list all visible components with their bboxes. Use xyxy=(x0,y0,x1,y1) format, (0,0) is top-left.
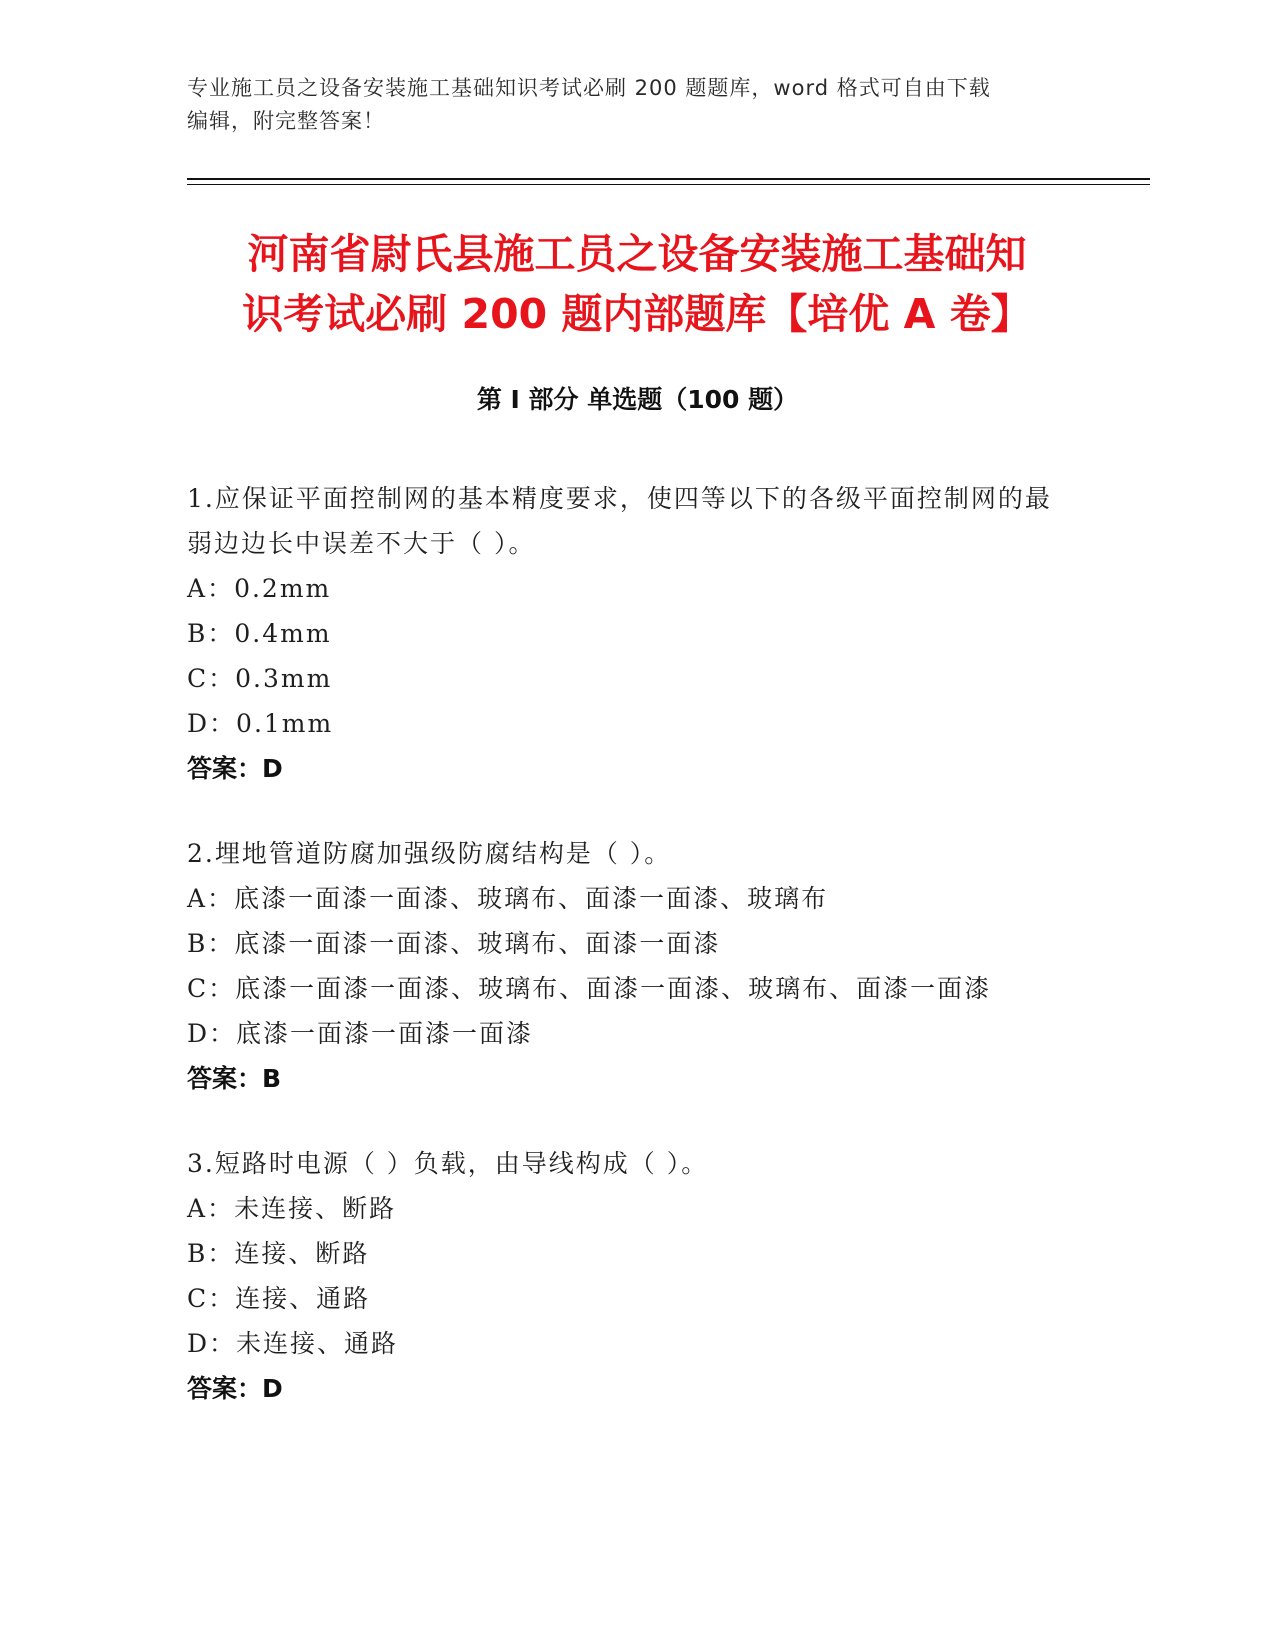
question-1 xyxy=(187,476,1067,791)
answer: 答案：B xyxy=(187,1064,282,1093)
answer: 答案：D xyxy=(187,1374,283,1403)
answer: 答案：D xyxy=(187,754,283,783)
option-label: B： xyxy=(187,1239,235,1268)
question-stem: 3.短路时电源（ ）负载，由导线构成（ ）。 xyxy=(187,1149,709,1178)
option-b xyxy=(187,921,1067,966)
option-a xyxy=(187,1186,1067,1231)
option-text: 连接、断路 xyxy=(234,1239,370,1268)
option-label: D： xyxy=(187,709,237,738)
option-c xyxy=(187,656,1067,701)
option-b xyxy=(187,1231,1067,1276)
option-d xyxy=(187,701,1067,746)
document-title xyxy=(187,224,1087,344)
option-text: 0.4mm xyxy=(234,619,332,648)
option-label: D： xyxy=(187,1019,237,1048)
option-label: A： xyxy=(187,884,235,913)
option-a xyxy=(187,876,1067,921)
option-text: 0.2mm xyxy=(234,574,332,603)
header-rule-thick xyxy=(187,178,1150,180)
option-c xyxy=(187,966,1067,1011)
option-text: 0.1mm xyxy=(236,709,334,738)
option-label: A： xyxy=(187,574,235,603)
option-label: C： xyxy=(187,974,236,1003)
question-stem: 1.应保证平面控制网的基本精度要求，使四等以下的各级平面控制网的最弱边边长中误差不大于（ ）。 xyxy=(187,484,1052,558)
option-a xyxy=(187,566,1067,611)
option-text: 底漆一面漆一面漆、玻璃布、面漆一面漆、玻璃布 xyxy=(234,884,829,913)
option-text: 连接、通路 xyxy=(235,1284,371,1313)
option-text: 底漆一面漆一面漆一面漆 xyxy=(236,1019,534,1048)
header-rule-thin xyxy=(187,184,1150,185)
question-stem: 2.埋地管道防腐加强级防腐结构是（ ）。 xyxy=(187,839,672,868)
option-text: 底漆一面漆一面漆、玻璃布、面漆一面漆 xyxy=(234,929,721,958)
option-label: C： xyxy=(187,1284,236,1313)
option-b xyxy=(187,611,1067,656)
option-text: 未连接、通路 xyxy=(236,1329,399,1358)
question-list xyxy=(187,476,1067,1451)
option-d xyxy=(187,1011,1067,1056)
question-2 xyxy=(187,831,1067,1101)
header-note-line-2: 编辑，附完整答案！ xyxy=(187,109,385,133)
option-d xyxy=(187,1321,1067,1366)
option-text: 底漆一面漆一面漆、玻璃布、面漆一面漆、玻璃布、面漆一面漆 xyxy=(235,974,992,1003)
option-c xyxy=(187,1276,1067,1321)
header-note-line-1: 专业施工员之设备安装施工基础知识考试必刷 200 题题库，word 格式可自由下载 xyxy=(187,76,991,100)
option-text: 0.3mm xyxy=(235,664,333,693)
option-label: A： xyxy=(187,1194,235,1223)
option-label: B： xyxy=(187,929,235,958)
option-text: 未连接、断路 xyxy=(234,1194,397,1223)
section-heading: 第 I 部分 单选题（100 题） xyxy=(476,385,799,414)
option-label: B： xyxy=(187,619,235,648)
option-label: C： xyxy=(187,664,236,693)
question-3 xyxy=(187,1141,1067,1411)
document-title-line-1: 河南省尉氏县施工员之设备安装施工基础知 xyxy=(247,230,1027,278)
document-title-line-2: 识考试必刷 200 题内部题库【培优 A 卷】 xyxy=(242,290,1032,338)
option-label: D： xyxy=(187,1329,237,1358)
header-note xyxy=(187,72,1087,138)
